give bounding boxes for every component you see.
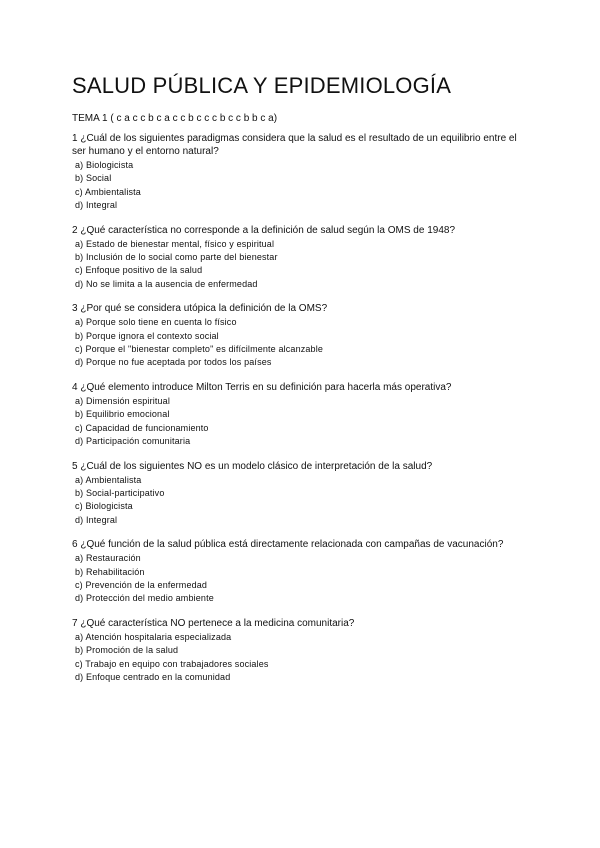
option-d: d) Integral xyxy=(75,514,118,525)
question-5 xyxy=(72,460,532,527)
page-title: SALUD PÚBLICA Y EPIDEMIOLOGÍA xyxy=(72,73,452,98)
option-list xyxy=(72,631,532,684)
option-b: b) Rehabilitación xyxy=(75,566,145,577)
option-a: a) Estado de bienestar mental, físico y espiritual xyxy=(75,238,275,249)
option-d: d) No se limita a la ausencia de enfermedad xyxy=(75,278,258,289)
question-6 xyxy=(72,538,532,605)
option-list xyxy=(72,238,532,291)
option-c: c) Trabajo en equipo con trabajadores sociales xyxy=(75,658,269,669)
option-b: b) Porque ignora el contexto social xyxy=(75,330,219,341)
option-a: a) Dimensión espiritual xyxy=(75,396,170,407)
question-text: 2 ¿Qué característica no corresponde a la definición de salud según la OMS de 1948? xyxy=(72,224,456,236)
question-1 xyxy=(72,132,532,212)
question-text: 1 ¿Cuál de los siguientes paradigmas considera que la salud es el resultado de un equilibrio entre el ser humano y el entorno natural? xyxy=(72,133,517,157)
question-text: 7 ¿Qué característica NO pertenece a la medicina comunitaria? xyxy=(72,618,355,630)
option-c: c) Enfoque positivo de la salud xyxy=(75,265,203,276)
question-7 xyxy=(72,617,532,684)
option-b: b) Social-participativo xyxy=(75,488,165,499)
option-b: b) Inclusión de lo social como parte del bienestar xyxy=(75,251,278,262)
option-a: a) Restauración xyxy=(75,553,141,564)
option-list xyxy=(72,316,532,369)
option-a: a) Porque solo tiene en cuenta lo físico xyxy=(75,317,237,328)
question-2 xyxy=(72,224,532,291)
option-list xyxy=(72,395,532,448)
question-text: 6 ¿Qué función de la salud pública está directamente relacionada con campañas de vacunación? xyxy=(72,539,504,551)
option-a: a) Ambientalista xyxy=(75,474,142,485)
question-4 xyxy=(72,381,532,448)
question-text: 3 ¿Por qué se considera utópica la definición de la OMS? xyxy=(72,303,328,315)
option-d: d) Protección del medio ambiente xyxy=(75,593,214,604)
question-text: 4 ¿Qué elemento introduce Milton Terris en su definición para hacerla más operativa? xyxy=(72,382,452,394)
option-a: a) Atención hospitalaria especializada xyxy=(75,632,232,643)
question-list xyxy=(72,132,532,696)
question-3 xyxy=(72,302,532,369)
option-c: c) Capacidad de funcionamiento xyxy=(75,422,209,433)
option-c: c) Porque el "bienestar completo" es difícilmente alcanzable xyxy=(75,343,324,354)
option-b: b) Social xyxy=(75,173,112,184)
option-b: b) Equilibrio emocional xyxy=(75,409,170,420)
tema-answer-key: TEMA 1 ( c a c c b c a c c b c c c b c c b b c a) xyxy=(72,113,278,124)
option-b: b) Promoción de la salud xyxy=(75,645,179,656)
option-list xyxy=(72,159,532,212)
option-list xyxy=(72,474,532,527)
option-a: a) Biologicista xyxy=(75,160,134,170)
option-list xyxy=(72,552,532,605)
question-text: 5 ¿Cuál de los siguientes NO es un modelo clásico de interpretación de la salud? xyxy=(72,460,433,472)
option-d: d) Porque no fue aceptada por todos los países xyxy=(75,357,272,368)
option-c: c) Biologicista xyxy=(75,501,133,512)
option-d: d) Integral xyxy=(75,199,118,210)
option-c: c) Prevención de la enfermedad xyxy=(75,580,208,591)
option-c: c) Ambientalista xyxy=(75,186,141,197)
option-d: d) Participación comunitaria xyxy=(75,435,191,446)
option-d: d) Enfoque centrado en la comunidad xyxy=(75,672,231,683)
